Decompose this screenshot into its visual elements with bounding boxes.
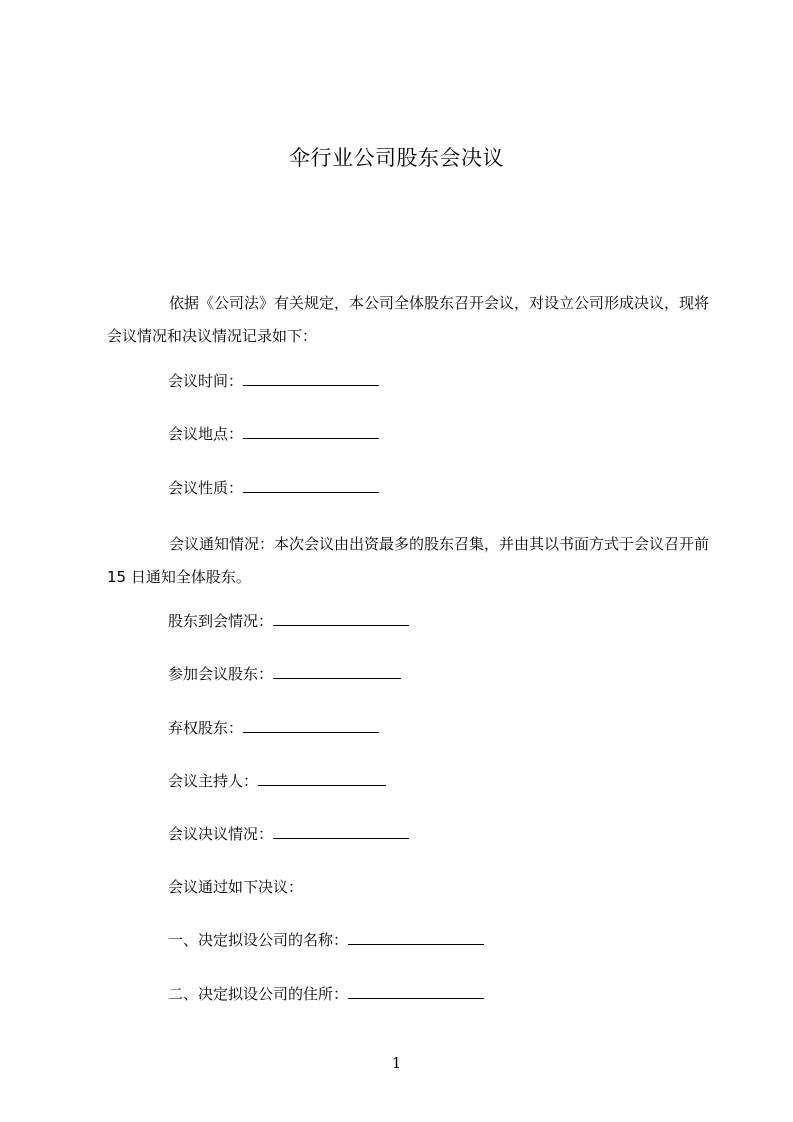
resolution-item-2 <box>168 983 484 1005</box>
notice-paragraph: 会议通知情况：本次会议由出资最多的股东召集，并由其以书面方式于会议召开前 15 日通知全体股东。 <box>107 535 710 586</box>
resolution-status-field <box>168 823 409 845</box>
meeting-nature-label: 会议性质： <box>168 479 244 497</box>
meeting-nature-field <box>168 477 379 499</box>
meeting-time-blank[interactable] <box>243 370 379 386</box>
participants-label: 参加会议股东： <box>168 665 274 683</box>
abstain-label: 弃权股东： <box>168 719 244 737</box>
document-title: 伞行业公司股东会决议 <box>289 146 504 170</box>
host-field <box>168 770 386 792</box>
attendance-field <box>168 610 409 632</box>
resolution-item-2-label: 二、决定拟设公司的住所： <box>168 985 349 1003</box>
resolutions-intro: 会议通过如下决议： <box>168 878 304 896</box>
participants-field <box>168 663 401 685</box>
meeting-place-blank[interactable] <box>243 423 379 439</box>
meeting-place-label: 会议地点： <box>168 425 244 443</box>
company-address-blank[interactable] <box>348 983 484 999</box>
host-blank[interactable] <box>258 770 386 786</box>
resolution-item-1 <box>168 929 484 951</box>
resolution-status-label: 会议决议情况： <box>168 825 274 843</box>
meeting-time-label: 会议时间： <box>168 372 244 390</box>
attendance-blank[interactable] <box>273 610 409 626</box>
intro-paragraph: 依据《公司法》有关规定，本公司全体股东召开会议，对设立公司形成决议，现将会议情况和决议情况记录如下： <box>107 294 710 345</box>
attendance-label: 股东到会情况： <box>168 612 274 630</box>
abstain-blank[interactable] <box>243 717 379 733</box>
meeting-nature-blank[interactable] <box>243 477 379 493</box>
host-label: 会议主持人： <box>168 772 259 790</box>
page-number: 1 <box>391 1054 402 1072</box>
meeting-place-field <box>168 423 379 445</box>
participants-blank[interactable] <box>273 663 401 679</box>
meeting-time-field <box>168 370 379 392</box>
company-name-blank[interactable] <box>348 929 484 945</box>
resolution-status-blank[interactable] <box>273 823 409 839</box>
resolution-item-1-label: 一、决定拟设公司的名称： <box>168 931 349 949</box>
abstain-field <box>168 717 379 739</box>
